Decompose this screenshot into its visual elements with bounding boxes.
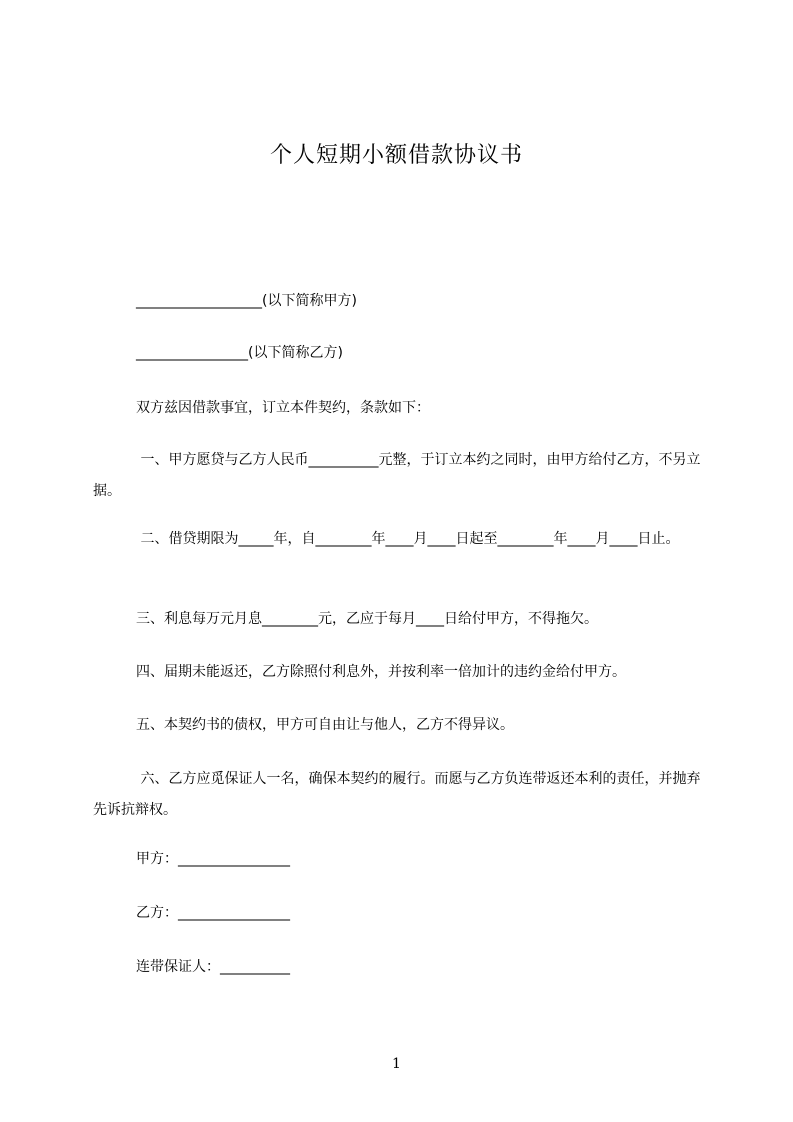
signature-guarantor: 连带保证人：__________ <box>136 959 290 975</box>
page-number: 1 <box>392 1056 401 1072</box>
party-a-line: __________________(以下简称甲方) <box>136 293 357 309</box>
clause-1: 一、甲方愿贷与乙方人民币__________元整，于订立本约之同时，由甲方给付乙方，不另立据。 <box>93 452 701 499</box>
clause-4: 四、届期未能返还，乙方除照付利息外，并按利率一倍加计的违约金给付甲方。 <box>136 664 626 680</box>
clause-3: 三、利息每万元月息________元，乙应于每月____日给付甲方，不得拖欠。 <box>136 611 598 627</box>
clause-2: 二、借贷期限为_____年，自________年____月____日起至________年____月____日止。 <box>136 531 680 547</box>
clause-5: 五、本契约书的债权，甲方可自由让与他人，乙方不得异议。 <box>136 717 514 733</box>
signature-party-a: 甲方：________________ <box>136 851 290 867</box>
document-title: 个人短期小额借款协议书 <box>269 143 523 168</box>
intro-text: 双方兹因借款事宜，订立本件契约，条款如下： <box>136 400 430 416</box>
clause-6: 六、乙方应觅保证人一名，确保本契约的履行。而愿与乙方负连带返还本利的责任，并抛弃先诉抗辩权。 <box>93 771 701 818</box>
party-b-line: ________________(以下简称乙方) <box>136 345 343 361</box>
signature-party-b: 乙方：________________ <box>136 905 290 921</box>
